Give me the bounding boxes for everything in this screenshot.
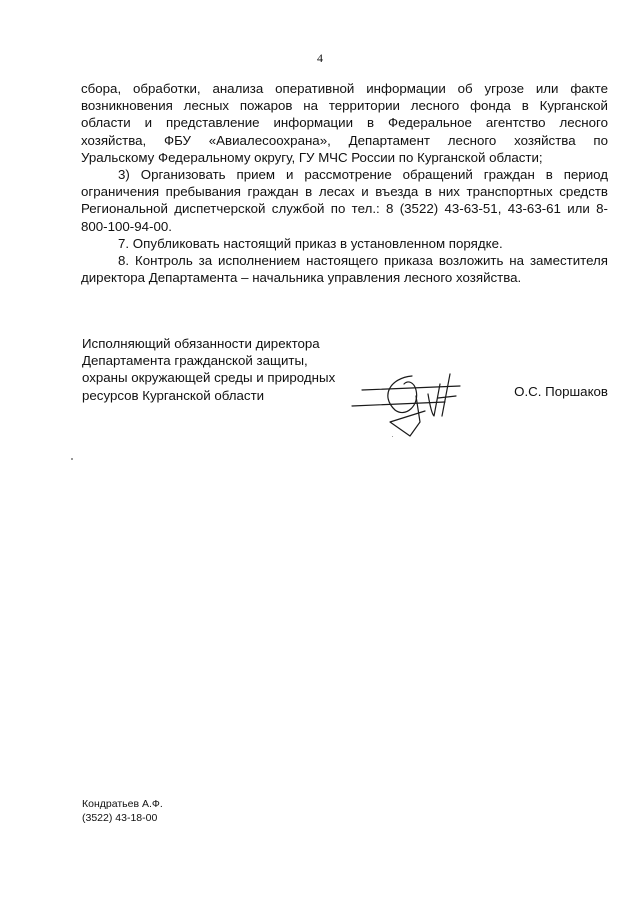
paragraph-item-8: 8. Контроль за исполнением настоящего приказа возложить на заместителя директора Департамента – начальника управления лесного хозяйства. bbox=[81, 253, 608, 286]
signer-name: О.С. Поршаков bbox=[514, 384, 608, 399]
footer-contact bbox=[82, 797, 163, 825]
text-line: хозяйства, ФБУ «Авиалесоохрана», Департамент лесного хозяйства по bbox=[81, 132, 608, 148]
text-line: возникновения лесных пожаров на территории лесного фонда в Курганской bbox=[81, 98, 608, 114]
signatory-title bbox=[82, 335, 382, 404]
paragraph-continuation bbox=[81, 80, 608, 166]
text-line: области и представление информации в Федеральное агентство лесного bbox=[81, 115, 608, 131]
text-line: Уральскому Федеральному округу, ГУ МЧС России по Курганской области; bbox=[81, 149, 543, 165]
text-line: сбора, обработки, анализа оперативной информации об угрозе или факте bbox=[81, 81, 608, 96]
paragraph-item-3: 3) Организовать прием и рассмотрение обращений граждан в период ограничения пребывания граждан в лесах и въезда в них транспортных средств Региональной диспетчерской службой по тел.: 8 (3522) 43-63-51, 43-63-61 или 8-800-100-94-00. bbox=[81, 167, 608, 234]
scan-speck bbox=[71, 458, 73, 460]
signatory-title-line: охраны окружающей среды и природных bbox=[82, 370, 336, 386]
handwritten-signature bbox=[350, 366, 470, 446]
signatory-title-line: Департамента гражданской защиты, bbox=[82, 353, 308, 369]
footer-author: Кондратьев А.Ф. bbox=[82, 798, 163, 810]
page-number: 4 bbox=[317, 51, 323, 65]
footer-phone: (3522) 43-18-00 bbox=[82, 812, 158, 824]
paragraph-item-7: 7. Опубликовать настоящий приказ в установленном порядке. bbox=[118, 235, 503, 251]
signatory-title-line: Исполняющий обязанности директора bbox=[82, 336, 320, 351]
scan-speck bbox=[392, 436, 393, 437]
document-body bbox=[81, 80, 608, 286]
signatory-title-line: ресурсов Курганской области bbox=[82, 387, 265, 403]
